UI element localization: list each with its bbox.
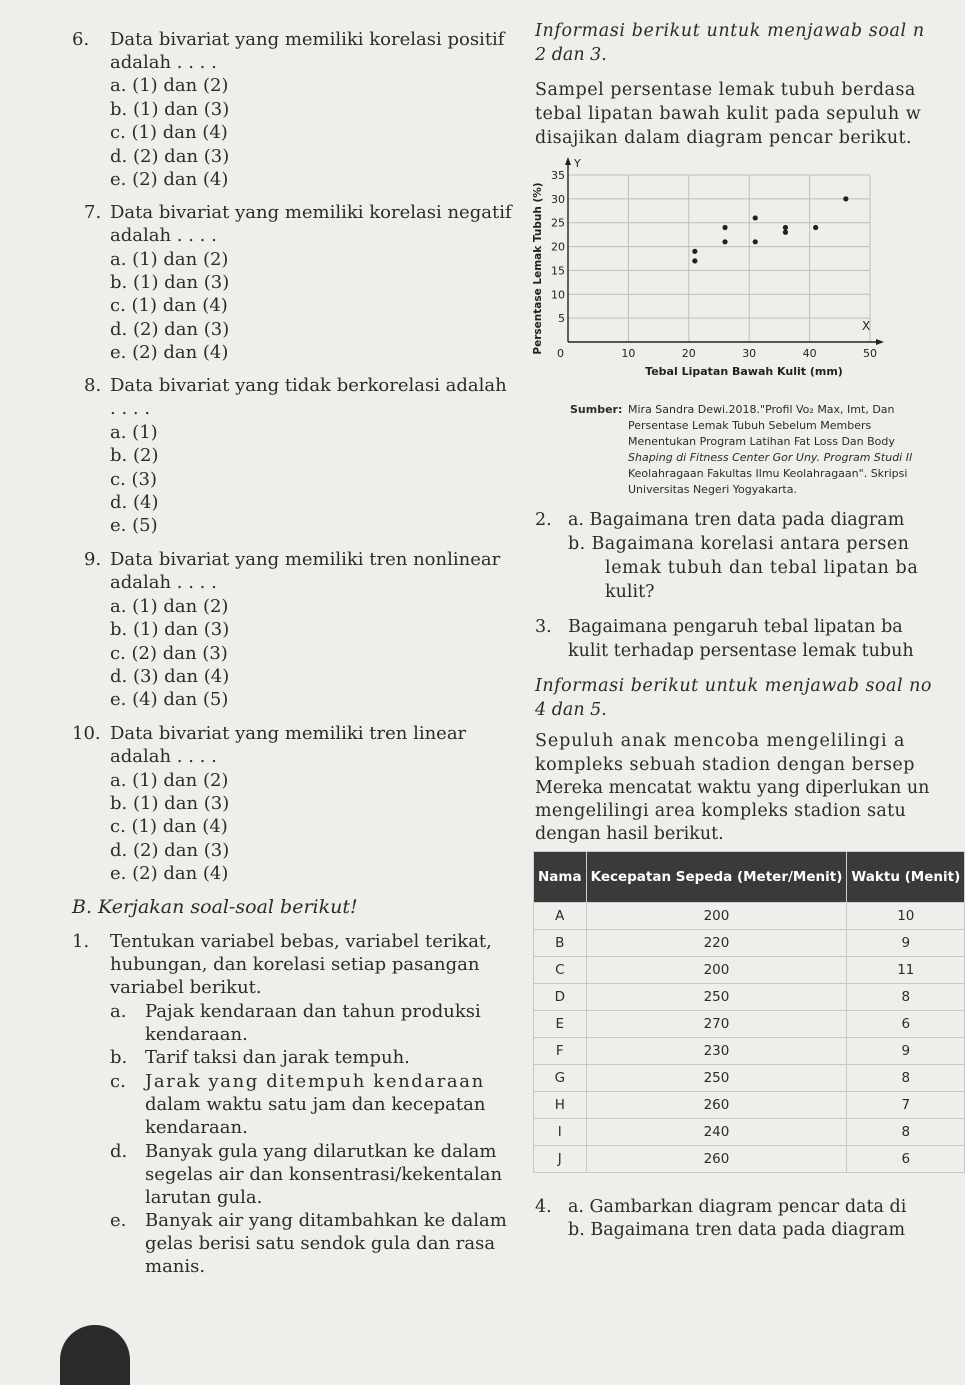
source-line3: Menentukan Program Latihan Fat Loss Dan Body [628,435,895,448]
table-cell-nama: E [534,1011,587,1038]
table-cell-kecepatan: 250 [586,984,847,1011]
data-point [753,239,758,244]
y-tick-label: 35 [551,169,565,182]
q3-line2: kulit terhadap persentase lemak tubuh [568,641,914,661]
table-body [534,903,965,1173]
table-cell-kecepatan: 200 [586,957,847,984]
table-cell-kecepatan: 250 [586,1065,847,1092]
q2-part-b-line3: kulit? [605,582,655,602]
table-cell-kecepatan: 260 [586,1092,847,1119]
section-b-heading: B. Kerjakan soal-soal berikut! [72,896,358,918]
data-point [843,196,848,201]
table-row [534,930,965,957]
table-cell-nama: G [534,1065,587,1092]
b1e-line1: Banyak air yang ditambahkan ke dalam [145,1210,507,1231]
b1b-line1: Tarif taksi dan jarak tempuh. [145,1047,410,1068]
q4-part-a: a. Gambarkan diagram pencar data di [568,1197,907,1217]
q3-number: 3. [535,617,552,637]
q6-number: 6. [72,29,90,50]
table-cell-nama: D [534,984,587,1011]
q10-option-a: a. (1) dan (2) [110,770,229,791]
source-line5: Keolahragaan Fakultas Ilmu Keolahragaan". Skripsi [628,467,908,480]
intro-line1: Sampel persentase lemak tubuh berdasa [535,80,916,100]
data-point [783,230,788,235]
x-tick-label: 40 [802,347,817,360]
q9-option-b: b. (1) dan (3) [110,619,230,640]
q6-option-c: c. (1) dan (4) [110,122,228,143]
table-cell-kecepatan: 200 [586,903,847,930]
info-1-line1: Informasi berikut untuk menjawab soal n [535,21,925,41]
source-line2: Persentase Lemak Tubuh Sebelum Members [628,419,872,432]
story-line5: dengan hasil berikut. [535,824,724,844]
info-2-line1: Informasi berikut untuk menjawab soal no [535,676,932,696]
data-point [813,225,818,230]
table-row [534,1092,965,1119]
table-row [534,1038,965,1065]
table-header-nama: Nama [534,852,587,903]
q8-option-b: b. (2) [110,445,159,466]
x-tick-label: 30 [742,347,757,360]
q4-number: 4. [535,1197,552,1217]
q8-option-e: e. (5) [110,515,158,536]
b1a-line1: Pajak kendaraan dan tahun produksi [145,1001,481,1022]
b1c-line2: dalam waktu satu jam dan kecepatan [145,1094,486,1115]
data-point [692,249,697,254]
q2-part-b-line1: b. Bagaimana korelasi antara persen [568,534,910,554]
data-point [692,258,697,263]
table-cell-nama: J [534,1146,587,1173]
table-row [534,1146,965,1173]
source-line6: Universitas Negeri Yogyakarta. [628,483,797,496]
b1b-label: b. [110,1047,128,1068]
info-2-line2: 4 dan 5. [535,700,607,720]
table-cell-waktu: 8 [847,1065,965,1092]
b1-line2: hubungan, dan korelasi setiap pasangan [110,954,480,975]
table-row [534,984,965,1011]
data-point [753,215,758,220]
y-tick-label: 10 [551,288,565,302]
b1-line1: Tentukan variabel bebas, variabel terikat, [110,931,492,952]
q2-part-a: a. Bagaimana tren data pada diagram [568,510,905,530]
table-row [534,1011,965,1038]
scatter-svg [525,155,922,395]
source-label: Sumber: [570,403,623,416]
y-tick-label: 30 [551,192,565,206]
q8-text-line2: . . . . [110,398,151,419]
b1a-label: a. [110,1001,127,1022]
x-axis-arrow [876,339,884,345]
table-row [534,957,965,984]
origin-label: 0 [557,347,564,360]
data-point [722,225,727,230]
q10-text-line2: adalah . . . . [110,746,217,767]
y-tick-label: 15 [551,264,565,278]
data-point [722,239,727,244]
y-tick-label: 25 [551,216,565,230]
intro-line3: disajikan dalam diagram pencar berikut. [535,128,912,148]
q10-option-e: e. (2) dan (4) [110,863,229,884]
b1e-label: e. [110,1210,127,1231]
q9-text-line1: Data bivariat yang memiliki tren nonlinear [110,549,501,570]
table-row [534,1119,965,1146]
q6-option-a: a. (1) dan (2) [110,75,229,96]
table-header-waktu: Waktu (Menit) [847,852,965,903]
table-cell-kecepatan: 270 [586,1011,847,1038]
table-cell-nama: C [534,957,587,984]
q9-option-d: d. (3) dan (4) [110,666,230,687]
q6-option-b: b. (1) dan (3) [110,99,230,120]
q2-number: 2. [535,510,552,530]
source-line1: Mira Sandra Dewi.2018."Profil Vo₂ Max, Imt, Dan [628,403,895,416]
q8-number: 8. [84,375,102,396]
table-row [534,903,965,930]
b1e-line2: gelas berisi satu sendok gula dan rasa [145,1233,496,1254]
q3-line1: Bagaimana pengaruh tebal lipatan ba [568,617,903,637]
table-cell-waktu: 9 [847,930,965,957]
table-cell-nama: A [534,903,587,930]
story-line1: Sepuluh anak mencoba mengelilingi a [535,731,906,751]
b1-line3: variabel berikut. [110,977,262,998]
table-cell-waktu: 11 [847,957,965,984]
table-cell-waktu: 8 [847,1119,965,1146]
y-axis-letter: Y [574,157,581,170]
q6-option-e: e. (2) dan (4) [110,169,229,190]
q8-option-c: c. (3) [110,469,158,490]
table-cell-waktu: 6 [847,1146,965,1173]
table-cell-kecepatan: 220 [586,930,847,957]
speed-time-table [533,851,965,1173]
q2-part-b-line2: lemak tubuh dan tebal lipatan ba [605,558,919,578]
q9-option-c: c. (2) dan (3) [110,643,228,664]
table-cell-waktu: 10 [847,903,965,930]
story-line2: kompleks sebuah stadion dengan bersep [535,755,915,775]
table-cell-nama: B [534,930,587,957]
finger-shadow [60,1325,130,1385]
table-cell-nama: I [534,1119,587,1146]
b1d-line1: Banyak gula yang dilarutkan ke dalam [145,1141,497,1162]
x-tick-label: 20 [681,347,696,360]
q7-option-e: e. (2) dan (4) [110,342,229,363]
b1a-line2: kendaraan. [145,1024,248,1045]
source-line4: Shaping di Fitness Center Gor Uny. Program Studi Il [628,451,913,464]
q6-option-d: d. (2) dan (3) [110,146,230,167]
q7-option-d: d. (2) dan (3) [110,319,230,340]
q6-text-line2: adalah . . . . [110,52,217,73]
b1d-line2: segelas air dan konsentrasi/kekentalan [145,1164,503,1185]
b1c-line3: kendaraan. [145,1117,248,1138]
q10-option-c: c. (1) dan (4) [110,816,228,837]
b1c-label: c. [110,1071,126,1092]
y-tick-label: 5 [558,312,565,326]
b1-number: 1. [72,931,90,952]
q9-text-line2: adalah . . . . [110,572,217,593]
q9-number: 9. [84,549,102,570]
q7-text-line2: adalah . . . . [110,225,217,246]
table-header-kecepatan: Kecepatan Sepeda (Meter/Menit) [586,852,847,903]
info-1-line2: 2 dan 3. [535,45,607,65]
b1c-line1: Jarak yang ditempuh kendaraan [145,1071,485,1092]
x-axis-letter: X [862,319,871,333]
table-cell-nama: F [534,1038,587,1065]
x-tick-label: 50 [863,347,877,360]
q4-part-b: b. Bagaimana tren data pada diagram [568,1220,906,1240]
q8-option-a: a. (1) [110,422,158,443]
scatter-chart [525,155,922,395]
y-axis-arrow [565,157,571,165]
story-line4: mengelilingi area kompleks stadion satu [535,801,907,821]
b1e-line3: manis. [145,1256,206,1277]
b1d-line3: larutan gula. [145,1187,263,1208]
q8-text-line1: Data bivariat yang tidak berkorelasi adalah [110,375,507,396]
y-axis-title: Persentase Lemak Tubuh (%) [532,182,544,355]
q8-option-d: d. (4) [110,492,159,513]
q10-option-b: b. (1) dan (3) [110,793,230,814]
x-tick-label: 10 [621,347,636,360]
table-cell-waktu: 8 [847,984,965,1011]
q9-option-a: a. (1) dan (2) [110,596,229,617]
table-cell-kecepatan: 230 [586,1038,847,1065]
x-axis-title: Tebal Lipatan Bawah Kulit (mm) [645,365,843,378]
table-cell-waktu: 6 [847,1011,965,1038]
q10-number: 10. [72,723,101,744]
q10-option-d: d. (2) dan (3) [110,840,230,861]
q7-option-c: c. (1) dan (4) [110,295,228,316]
q7-number: 7. [84,202,102,223]
intro-line2: tebal lipatan bawah kulit pada sepuluh w [535,104,922,124]
table-cell-kecepatan: 240 [586,1119,847,1146]
y-tick-label: 20 [551,240,565,254]
q7-option-b: b. (1) dan (3) [110,272,230,293]
q10-text-line1: Data bivariat yang memiliki tren linear [110,723,467,744]
table-cell-waktu: 7 [847,1092,965,1119]
table-cell-nama: H [534,1092,587,1119]
table-row [534,1065,965,1092]
table-cell-waktu: 9 [847,1038,965,1065]
data-point [783,225,788,230]
story-line3: Mereka mencatat waktu yang diperlukan un [535,778,930,798]
speed-time-table-wrapper [533,851,965,1173]
q6-text-line1: Data bivariat yang memiliki korelasi positif [110,29,505,50]
b1d-label: d. [110,1141,128,1162]
q9-option-e: e. (4) dan (5) [110,689,229,710]
q7-option-a: a. (1) dan (2) [110,249,229,270]
table-cell-kecepatan: 260 [586,1146,847,1173]
q7-text-line1: Data bivariat yang memiliki korelasi negatif [110,202,512,223]
